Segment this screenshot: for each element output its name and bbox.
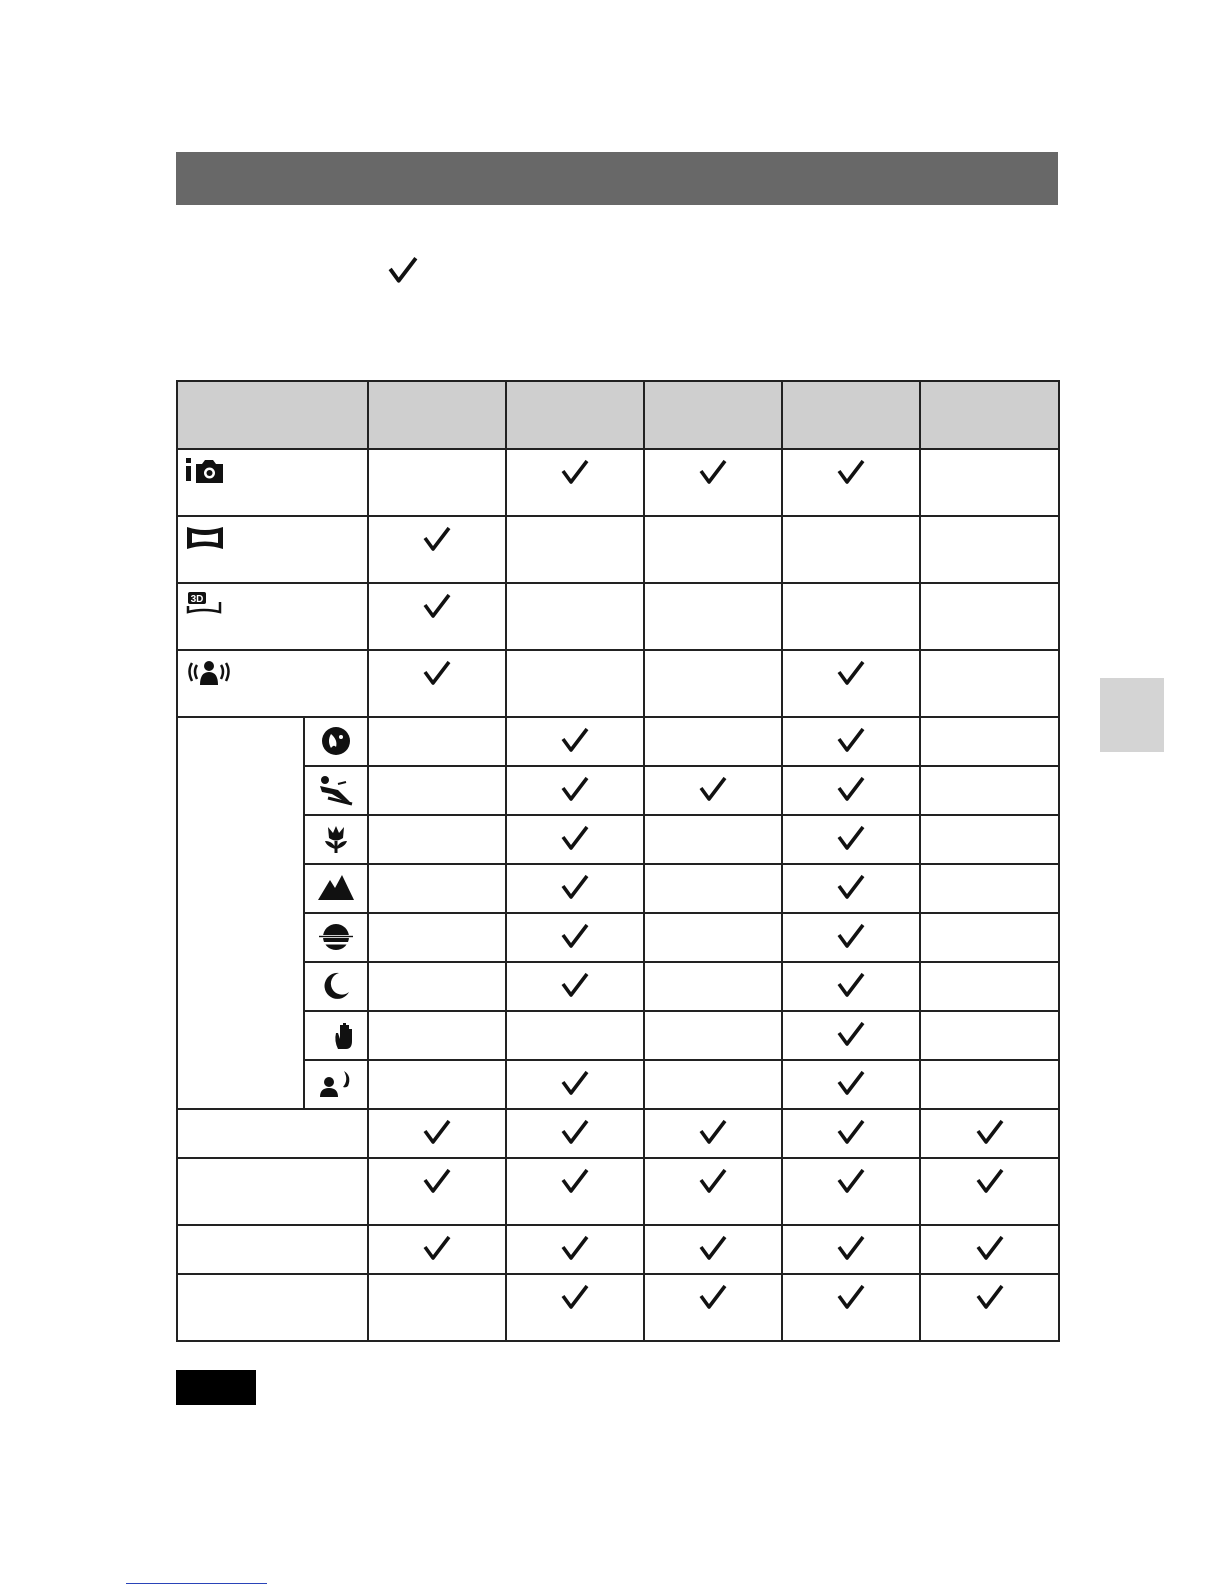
check-mark-icon <box>561 825 589 851</box>
mode-cell <box>177 650 368 717</box>
table-cell-checked <box>506 449 644 516</box>
anti-blur-icon <box>184 657 234 694</box>
scene-icon-cell <box>304 1060 368 1109</box>
intelligent-auto-icon <box>184 456 226 491</box>
table-cell-checked <box>782 449 920 516</box>
header-cell <box>920 381 1059 449</box>
table-cell <box>368 717 506 766</box>
check-mark-icon <box>837 660 865 686</box>
table-cell <box>368 815 506 864</box>
mode-cell <box>177 516 368 583</box>
table-cell-checked <box>506 815 644 864</box>
table-row <box>177 1109 1059 1158</box>
table-cell-checked <box>644 449 782 516</box>
scene-icon-cell <box>304 766 368 815</box>
check-mark-icon <box>699 1235 727 1261</box>
table-cell <box>506 1011 644 1060</box>
table-row <box>177 650 1059 717</box>
table-cell-checked <box>782 864 920 913</box>
macro-flower-icon <box>321 823 351 860</box>
header-cell-mode <box>177 381 368 449</box>
table-cell <box>506 583 644 650</box>
section-title-bar <box>176 152 1058 205</box>
check-mark-icon <box>561 1168 589 1194</box>
check-mark-icon <box>699 459 727 485</box>
table-cell <box>368 449 506 516</box>
table-cell <box>920 815 1059 864</box>
table-cell <box>644 962 782 1011</box>
compatibility-table <box>176 380 1060 1342</box>
table-cell <box>368 962 506 1011</box>
table-cell-checked <box>506 1158 644 1225</box>
landscape-mountain-icon <box>316 872 356 907</box>
check-mark-icon <box>423 1119 451 1145</box>
table-cell-checked <box>506 913 644 962</box>
table-cell-checked <box>782 1274 920 1341</box>
table-row-scene <box>177 864 1059 913</box>
mode-cell <box>177 1158 368 1225</box>
table-cell-checked <box>782 1011 920 1060</box>
table-cell <box>368 1274 506 1341</box>
check-mark-icon <box>561 1284 589 1310</box>
check-mark-icon <box>423 1235 451 1261</box>
night-portrait-icon <box>316 1068 356 1105</box>
table-cell <box>506 650 644 717</box>
check-mark-icon <box>837 825 865 851</box>
table-cell-checked <box>782 717 920 766</box>
check-mark-icon <box>699 1284 727 1310</box>
check-mark-icon <box>976 1119 1004 1145</box>
check-mark-icon <box>837 1168 865 1194</box>
table-cell <box>644 583 782 650</box>
table-cell-checked <box>506 1060 644 1109</box>
table-cell-checked <box>506 766 644 815</box>
mode-cell <box>177 1109 368 1158</box>
table-row <box>177 1158 1059 1225</box>
check-mark-icon <box>837 1235 865 1261</box>
table-cell <box>644 650 782 717</box>
table-cell-checked <box>920 1274 1059 1341</box>
table-row-scene <box>177 1060 1059 1109</box>
table-row-scene <box>177 1011 1059 1060</box>
table-cell-checked <box>782 766 920 815</box>
mode-cell <box>177 1274 368 1341</box>
table-cell <box>368 913 506 962</box>
check-mark-icon <box>837 1021 865 1047</box>
table-cell-checked <box>782 1060 920 1109</box>
3d-sweep-panorama-icon <box>184 590 228 627</box>
check-mark-icon <box>976 1284 1004 1310</box>
table-cell <box>644 717 782 766</box>
table-cell-checked <box>782 962 920 1011</box>
check-mark-icon <box>837 874 865 900</box>
check-mark-icon <box>561 1119 589 1145</box>
side-index-tab <box>1100 678 1164 752</box>
table-cell-checked <box>782 1109 920 1158</box>
table-cell-checked <box>506 962 644 1011</box>
table-cell-checked <box>644 1225 782 1274</box>
scene-icon-cell <box>304 1011 368 1060</box>
scene-icon-cell <box>304 913 368 962</box>
check-mark-icon <box>423 593 451 619</box>
svg-text:3D: 3D <box>190 594 204 605</box>
table-cell-checked <box>368 583 506 650</box>
check-mark-icon <box>423 1168 451 1194</box>
check-mark-icon <box>561 923 589 949</box>
sweep-panorama-icon <box>184 523 226 558</box>
check-mark-icon <box>837 727 865 753</box>
table-cell <box>920 516 1059 583</box>
check-mark-icon <box>561 972 589 998</box>
handheld-twilight-icon <box>312 1019 360 1056</box>
table-row-scene <box>177 815 1059 864</box>
check-mark-icon <box>699 776 727 802</box>
table-cell <box>368 1060 506 1109</box>
table-cell <box>920 583 1059 650</box>
table-cell <box>644 815 782 864</box>
table-row <box>177 1274 1059 1341</box>
table-cell <box>644 516 782 583</box>
table-cell-checked <box>644 1274 782 1341</box>
table-cell <box>920 864 1059 913</box>
table-cell <box>920 650 1059 717</box>
table-cell-checked <box>782 1158 920 1225</box>
check-mark-icon <box>561 727 589 753</box>
table-cell-checked <box>506 1274 644 1341</box>
check-mark-icon <box>837 459 865 485</box>
table-cell <box>368 1011 506 1060</box>
table-cell-checked <box>368 1225 506 1274</box>
table-cell <box>506 516 644 583</box>
check-mark-icon <box>561 459 589 485</box>
table-cell-checked <box>368 1109 506 1158</box>
header-cell <box>506 381 644 449</box>
table-cell-checked <box>920 1225 1059 1274</box>
table-cell-checked <box>506 1109 644 1158</box>
mode-cell <box>177 583 368 650</box>
check-mark-icon <box>837 1119 865 1145</box>
table-cell-checked <box>506 717 644 766</box>
table-cell-checked <box>368 516 506 583</box>
table-row <box>177 449 1059 516</box>
sunset-icon <box>317 921 355 958</box>
header-cell <box>644 381 782 449</box>
table-row-scene <box>177 766 1059 815</box>
check-mark-icon <box>837 1284 865 1310</box>
check-mark-icon <box>699 1119 727 1145</box>
note-label-block <box>176 1370 256 1405</box>
scene-icon-cell <box>304 717 368 766</box>
table-cell <box>920 1011 1059 1060</box>
check-mark-icon <box>837 776 865 802</box>
check-mark-icon <box>837 1070 865 1096</box>
soft-skin-icon <box>319 725 353 762</box>
table-cell <box>920 717 1059 766</box>
table-cell-checked <box>782 650 920 717</box>
check-mark-icon <box>837 923 865 949</box>
mode-cell <box>177 449 368 516</box>
table-cell-checked <box>920 1109 1059 1158</box>
table-cell <box>368 864 506 913</box>
table-cell-checked <box>782 815 920 864</box>
header-cell <box>368 381 506 449</box>
night-scene-moon-icon <box>319 970 353 1007</box>
table-cell-checked <box>368 650 506 717</box>
table-cell <box>920 766 1059 815</box>
scene-icon-cell <box>304 864 368 913</box>
table-cell-checked <box>506 864 644 913</box>
table-cell <box>644 1060 782 1109</box>
check-mark-icon <box>561 874 589 900</box>
table-cell-checked <box>920 1158 1059 1225</box>
check-mark-icon <box>837 972 865 998</box>
table-cell-checked <box>644 766 782 815</box>
check-mark-icon <box>561 1235 589 1261</box>
check-mark-icon <box>423 526 451 552</box>
check-mark-icon <box>561 1070 589 1096</box>
check-mark-icon <box>976 1235 1004 1261</box>
table-header-row <box>177 381 1059 449</box>
table-cell <box>920 449 1059 516</box>
table-cell-checked <box>644 1109 782 1158</box>
check-mark-icon <box>388 256 418 284</box>
check-mark-icon <box>699 1168 727 1194</box>
check-mark-icon <box>561 776 589 802</box>
scene-icon-cell <box>304 815 368 864</box>
table-cell <box>644 864 782 913</box>
table-cell <box>782 583 920 650</box>
table-cell-checked <box>644 1158 782 1225</box>
table-cell <box>920 1060 1059 1109</box>
header-cell <box>782 381 920 449</box>
check-mark-icon <box>423 660 451 686</box>
table-cell <box>644 1011 782 1060</box>
table-row-scene <box>177 913 1059 962</box>
table-cell <box>368 766 506 815</box>
table-cell-checked <box>368 1158 506 1225</box>
table-row-scene <box>177 717 1059 766</box>
table-cell <box>920 913 1059 962</box>
table-row-scene <box>177 962 1059 1011</box>
table-cell <box>920 962 1059 1011</box>
table-cell-checked <box>782 913 920 962</box>
table-row <box>177 516 1059 583</box>
table-cell <box>782 516 920 583</box>
sports-action-icon <box>316 774 356 811</box>
table-row <box>177 1225 1059 1274</box>
table-cell-checked <box>782 1225 920 1274</box>
table-row <box>177 583 1059 650</box>
check-mark-icon <box>976 1168 1004 1194</box>
mode-cell <box>177 1225 368 1274</box>
scene-icon-cell <box>304 962 368 1011</box>
table-cell <box>644 913 782 962</box>
table-cell-checked <box>506 1225 644 1274</box>
scene-selection-group-cell <box>177 717 304 1109</box>
